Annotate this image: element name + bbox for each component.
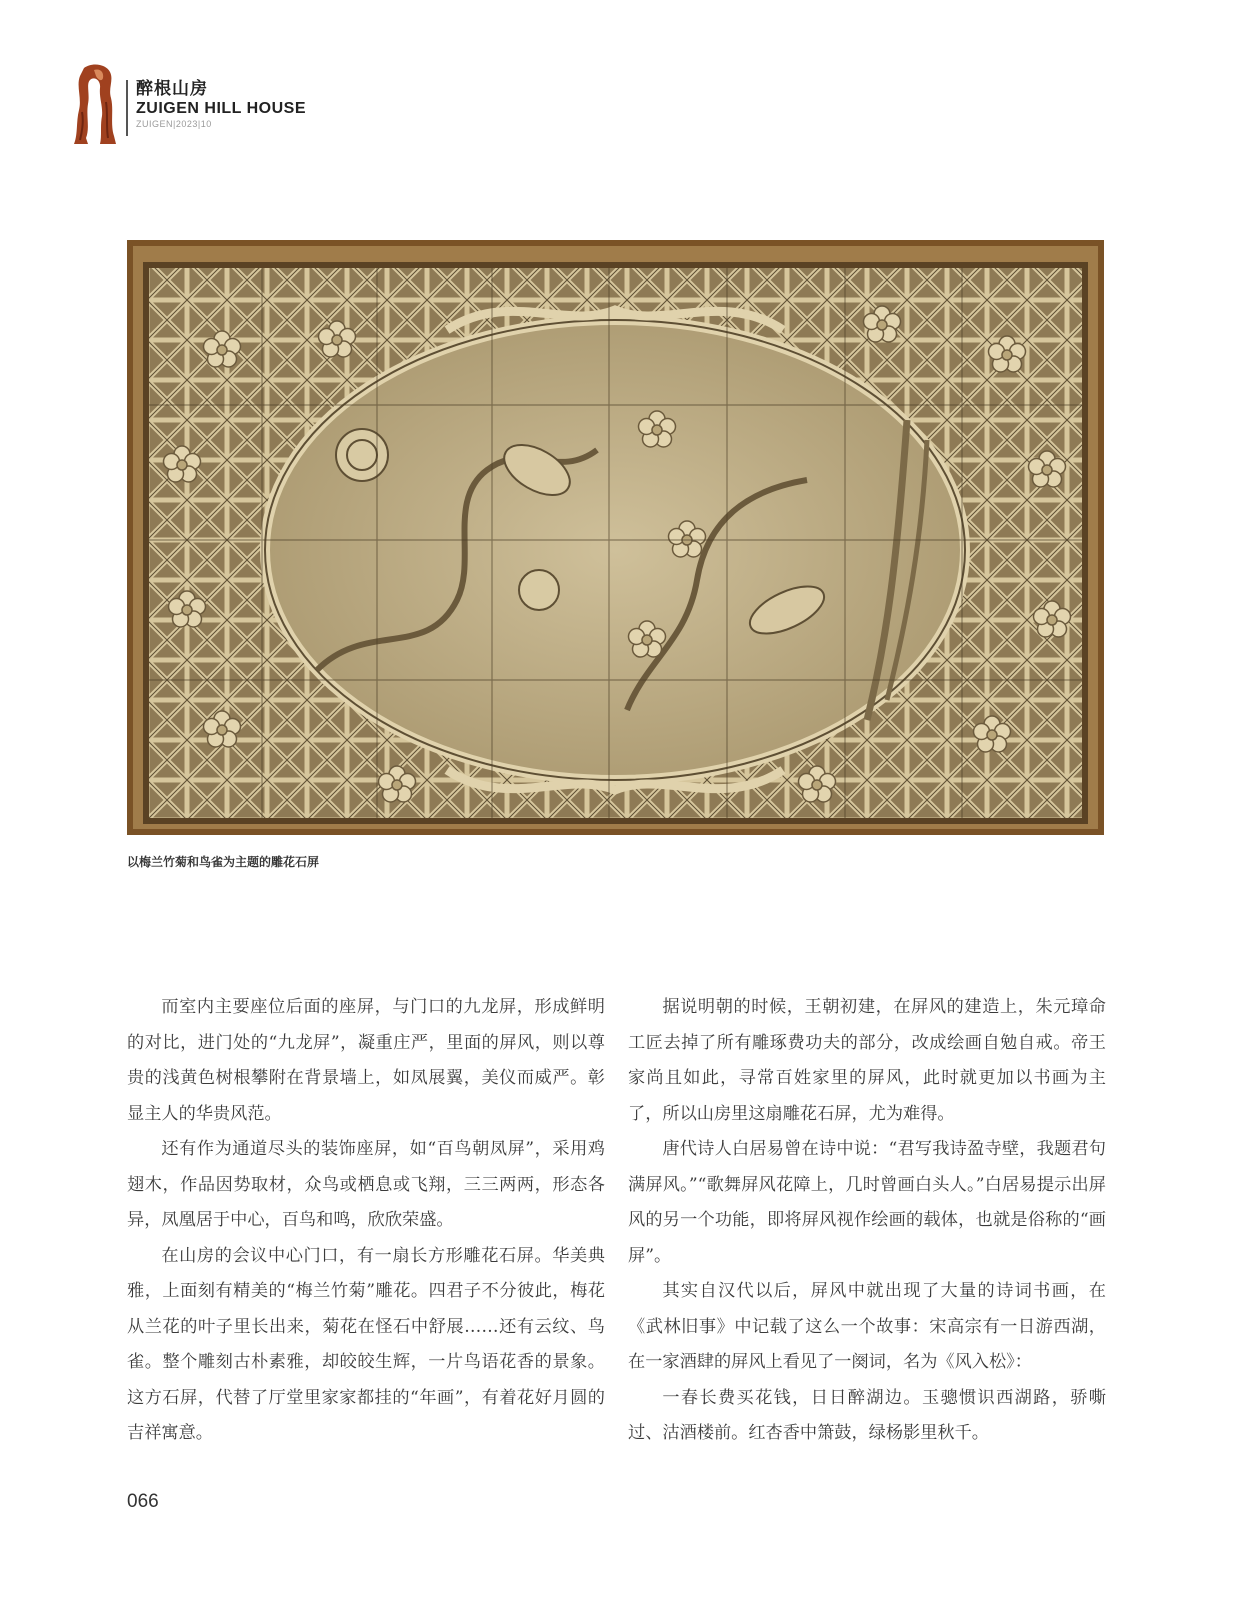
paragraph: 其实自汉代以后，屏风中就出现了大量的诗词书画，在《武林旧事》中记载了这么一个故事：宋高宗有一日游西湖，在一家酒肆的屏风上看见了一阕词，名为《风入松》： — [628, 1281, 1106, 1372]
brand-name-chinese: 醉根山房 — [136, 79, 208, 99]
issue-code: ZUIGEN|2023|10 — [136, 119, 212, 129]
brand-block — [136, 78, 306, 130]
paragraph: 而室内主要座位后面的座屏，与门口的九龙屏，形成鲜明的对比，进门处的“九龙屏”，凝重庄严，里面的屏风，则以尊贵的浅黄色树根攀附在背景墙上，如凤展翼，美仪而威严。彰显主人的华贵风范。 — [127, 997, 605, 1124]
article-column-left — [127, 990, 605, 1452]
photo-caption: 以梅兰竹菊和鸟雀为主题的雕花石屏 — [127, 855, 320, 869]
paragraph: 在山房的会议中心门口，有一扇长方形雕花石屏。华美典雅，上面刻有精美的“梅兰竹菊”雕花。四君子不分彼此，梅花从兰花的叶子里长出来，菊花在怪石中舒展……还有云纹、鸟雀。整个雕刻古朴素雅，却皎皎生辉，一片鸟语花香的景象。这方石屏，代替了厅堂里家家都挂的“年画”，有着花好月圆的吉祥寓意。 — [127, 1245, 605, 1443]
root-sculpture-logo-icon — [70, 62, 120, 146]
brand-name-english: ZUIGEN HILL HOUSE — [136, 100, 306, 117]
header-divider — [126, 80, 128, 136]
paragraph: 唐代诗人白居易曾在诗中说：“君写我诗盈寺壁，我题君句满屏风。”“歌舞屏风花障上，几时曾画白头人。”白居易提示出屏风的另一个功能，即将屏风视作绘画的载体，也就是俗称的“画屏”。 — [628, 1139, 1106, 1266]
page-number: 066 — [127, 1491, 159, 1512]
article-column-right — [628, 990, 1106, 1452]
paragraph: 一春长费买花钱，日日醉湖边。玉骢惯识西湖路，骄嘶过、沽酒楼前。红杏香中箫鼓，绿杨影里秋千。 — [628, 1387, 1106, 1443]
carved-stone-screen-photo — [127, 240, 1104, 835]
paragraph: 还有作为通道尽头的装饰座屏，如“百鸟朝凤屏”，采用鸡翅木，作品因势取材，众鸟或栖息或飞翔，三三两两，形态各异，凤凰居于中心，百鸟和鸣，欣欣荣盛。 — [127, 1139, 605, 1230]
paragraph: 据说明朝的时候，王朝初建，在屏风的建造上，朱元璋命工匠去掉了所有雕琢费功夫的部分，改成绘画自勉自戒。帝王家尚且如此，寻常百姓家里的屏风，此时就更加以书画为主了，所以山房里这扇雕花石屏，尤为难得。 — [628, 997, 1106, 1124]
